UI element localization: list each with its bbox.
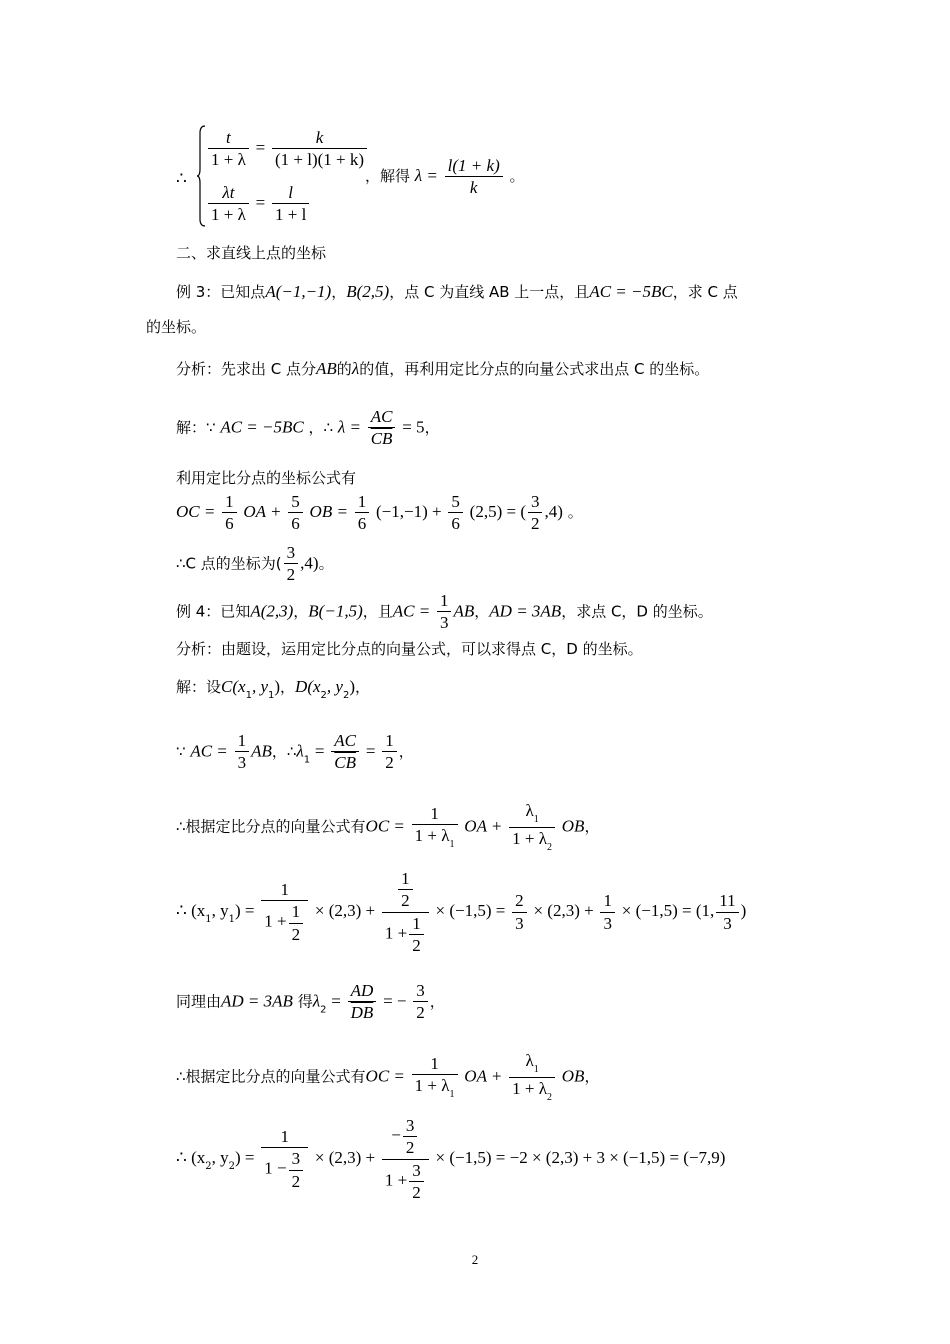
ex3-solution: 解：∵ AC = −5BC ，∴ λ = $\frac{AC}{CB}$ = 5， bbox=[176, 407, 440, 449]
ex4-analysis: 分析：由题设，运用定比分点的向量公式，可以求得点 C，D 的坐标。 bbox=[176, 640, 643, 658]
system-eq2: $\frac{\lambda t}{1 + \lambda}$ = $\frac{l}{1 + l}$ bbox=[206, 182, 311, 226]
ex4-calc-c: ∴ ($x_1$, $y_1$) = 1 1 + $\frac{1}{2}$ × (2,3) + $\frac{1}{2}$ 1 + $\frac{1}{2}$ × (−1,5) = $\frac{2}{3}$ × (2,3) + $\frac{1}{3}$ × (−1,5) = (1, $\frac{11}{3}$ ) bbox=[176, 869, 747, 955]
system-therefore: ∴ bbox=[176, 169, 187, 188]
ex4-lambda1: ∵ AC = $\frac{1}{3}$ AB，$\therefore\lambda_1$ = $\frac{AC}{CB}$ = $\frac{1}{2}$ ， bbox=[176, 731, 414, 773]
ex4-lambda2: 同理由AD = 3AB 得$\lambda_2$ = $\frac{AD}{DB}$ = − $\frac{3}{2}$ ， bbox=[176, 981, 445, 1023]
ex4-vector-formula-1: ∴根据定比分点的向量公式有OC = $\frac{1}{1 + \lambda_1}$ OA + $\frac{\lambda_1}{1 + \lambda_2}$ OB， bbox=[176, 801, 600, 853]
ex3-statement-cont: 的坐标。 bbox=[146, 318, 207, 336]
ex4-calc-d: ∴ ($x_2$, $y_2$) = 1 1 − $\frac{3}{2}$ × (2,3) + − $\frac{3}{2}$ 1 + $\frac{3}{2}$ × (−1,5) = −2 × (2,3) + 3 × (−1,5) = (−7,9) bbox=[176, 1116, 726, 1202]
ex4-solution-setup: 解：设$C(x_1$, $y_1$)，$D(x_2$, $y_2$)， bbox=[176, 677, 371, 701]
ex4-statement: 例 4：已知A(2,3)，B(−1,5)，且AC = $\frac{1}{3}$ AB，AD = 3AB，求点 C，D 的坐标。 bbox=[176, 591, 713, 633]
page-number: 2 bbox=[471, 1252, 479, 1267]
ex3-formula-text: 利用定比分点的坐标公式有 bbox=[176, 469, 357, 487]
ex3-analysis: 分析：先求出 C 点分AB的λ的值，再利用定比分点的向量公式求出点 C 的坐标。 bbox=[176, 359, 710, 378]
ex3-result: ∴C 点的坐标为( $\frac{3}{2}$ ,4)。 bbox=[176, 543, 334, 585]
left-brace-icon bbox=[196, 125, 206, 227]
section-title: 二、求直线上点的坐标 bbox=[176, 244, 327, 262]
system-eq1: $\frac{t}{1 + \lambda}$ = $\frac{k}{(1 + l)(1 + k)}$ bbox=[206, 127, 369, 171]
system-solution: ，解得 λ = $\frac{l(1 + k)}{k}$ 。 bbox=[365, 156, 525, 198]
ex4-vector-formula-2: ∴根据定比分点的向量公式有OC = $\frac{1}{1 + \lambda_1}$ OA + $\frac{\lambda_1}{1 + \lambda_2}$ OB， bbox=[176, 1051, 600, 1103]
ex3-statement: 例 3：已知点A(−1,−1)，B(2,5)，点 C 为直线 AB 上一点，且AC = −5BC，求 C 点 bbox=[176, 282, 738, 301]
ex3-oc-formula: OC = $\frac{1}{6}$ OA + $\frac{5}{6}$ OB = $\frac{1}{6}$ (−1,−1) + $\frac{5}{6}$ (2,5) = ( $\frac{3}{2}$ ,4) 。 bbox=[176, 492, 583, 534]
